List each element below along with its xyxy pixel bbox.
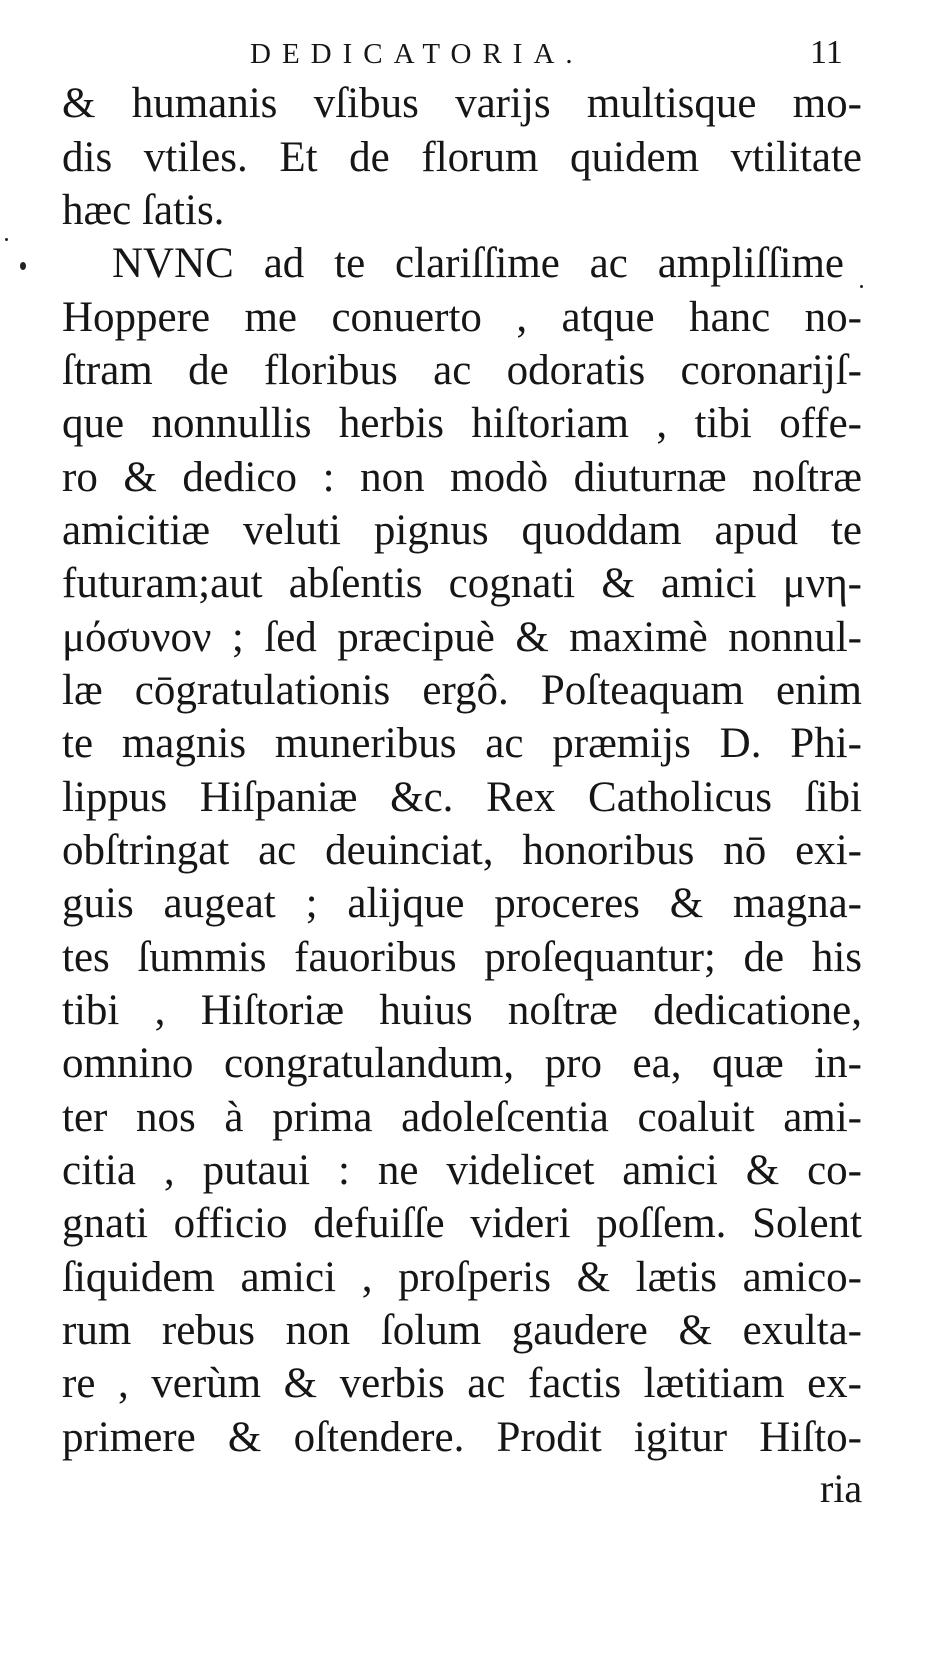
running-head: DEDICATORIA. <box>250 38 584 70</box>
ink-speck <box>860 285 863 288</box>
text-line: obſtringat ac deuinciat, honoribus nō exi- <box>62 827 862 874</box>
text-line: guis augeat ; alijque proceres & magna- <box>62 880 862 927</box>
text-line: Hoppere me conuerto , atque hanc no- <box>62 294 862 341</box>
text-line: ſtram de floribus ac odoratis coronarijſ- <box>62 347 862 394</box>
text-line: rum rebus non ſolum gaudere & exulta- <box>62 1307 862 1354</box>
text-line: ro & dedico : non modò diuturnæ noſtræ <box>62 454 862 501</box>
catchword: ria <box>820 1466 863 1511</box>
text-line: dis vtiles. Et de florum quidem vtilitate <box>62 134 862 181</box>
text-line: lippus Hiſpaniæ &c. Rex Catholicus ſibi <box>62 774 862 821</box>
text-line: re , verùm & verbis ac factis lætitiam ex- <box>62 1360 862 1407</box>
text-line: NVNC ad te clariſſime ac ampliſſime <box>112 240 844 287</box>
text-line: tibi , Hiſtoriæ huius noſtræ dedicatione, <box>62 987 862 1034</box>
text-line: citia , putaui : ne videlicet amici & co- <box>62 1147 862 1194</box>
text-line: que nonnullis herbis hiſtoriam , tibi offe- <box>62 400 862 447</box>
text-line: μόσυνον ; ſed præcipuè & maximè nonnul- <box>62 614 862 661</box>
text-line: omnino congratulandum, pro ea, quæ in- <box>62 1040 862 1087</box>
page-number: 11 <box>810 34 843 71</box>
text-line: læ cōgratulationis ergô. Poſteaquam enim <box>62 667 862 714</box>
text-line: te magnis muneribus ac præmijs D. Phi- <box>62 720 862 767</box>
text-line: ter nos à prima adoleſcentia coaluit ami- <box>62 1094 862 1141</box>
text-line: amicitiæ veluti pignus quoddam apud te <box>62 507 862 554</box>
text-line: ſiquidem amici , proſperis & lætis amico- <box>62 1254 862 1301</box>
text-line: tes ſummis fauoribus proſequantur; de his <box>62 934 862 981</box>
text-line: & humanis vſibus varijs multisque mo- <box>62 80 862 127</box>
ink-speck <box>20 262 26 270</box>
ink-speck <box>5 238 8 241</box>
text-line: hæc ſatis. <box>62 187 225 234</box>
text-line: primere & oſtendere. Prodit igitur Hiſto- <box>62 1414 862 1461</box>
text-line: futuram;aut abſentis cognati & amici μνη- <box>62 560 862 607</box>
text-line: gnati officio defuiſſe videri poſſem. Solent <box>62 1200 862 1247</box>
